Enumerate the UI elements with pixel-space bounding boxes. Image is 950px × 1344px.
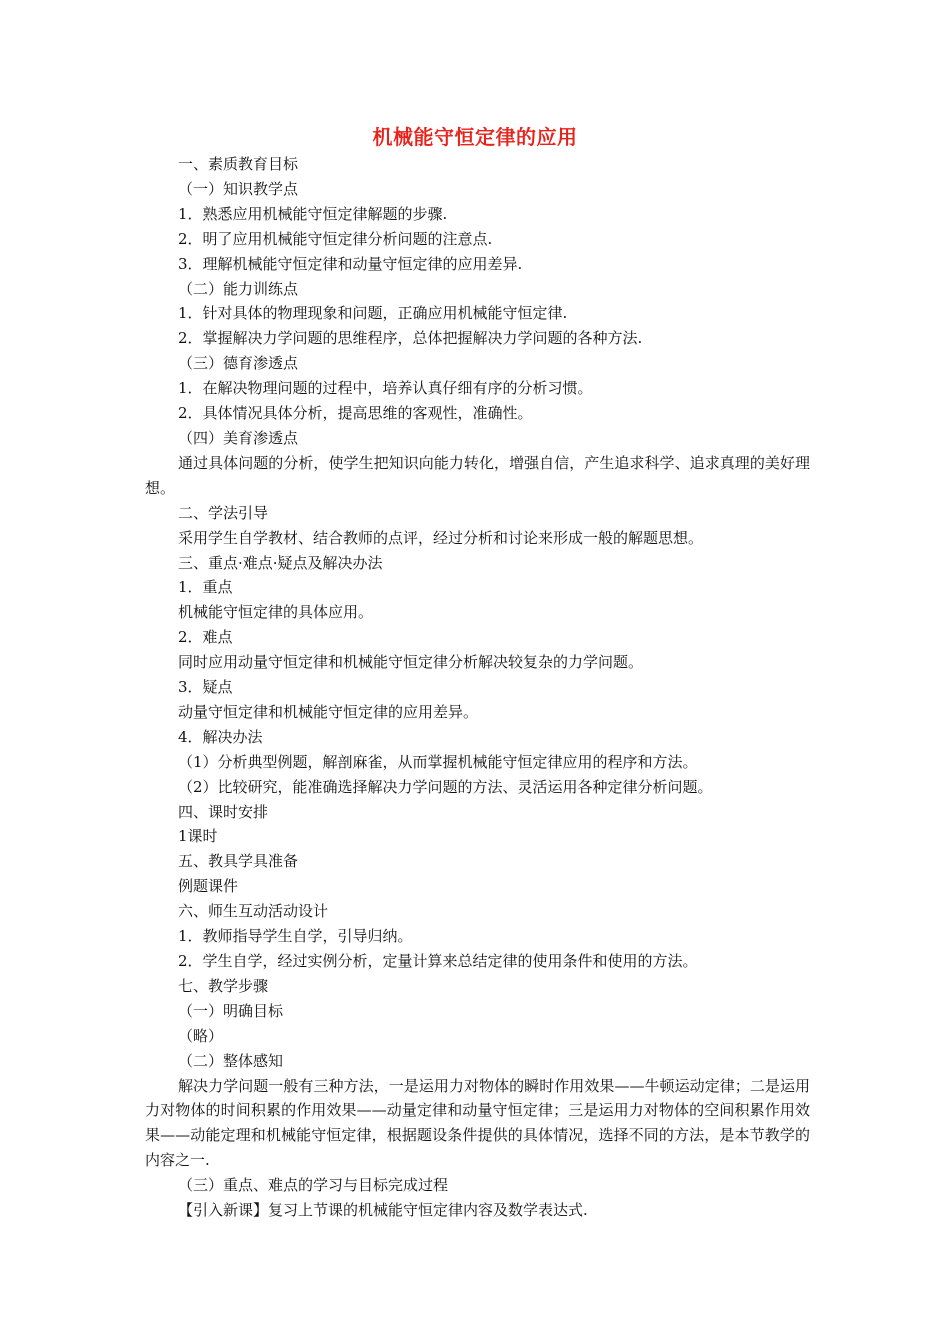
body-line: 二、学法引导 [178,503,269,522]
body-line: （略） [178,1026,224,1045]
body-line: 六、师生互动活动设计 [178,902,329,921]
body-line: 同时应用动量守恒定律和机械能守恒定律分析解决较复杂的力学问题。 [178,653,644,672]
body-line: 2．难点 [178,628,233,647]
body-paragraph: 解决力学问题一般有三种方法，一是运用力对物体的瞬时作用效果——牛顿运动定律；二是运用力对物体的时间积累的作用效果——动量定律和动量守恒定律；三是运用力对物体的空间积累作用效果——动能定理和机械能守恒定律，根据题设条件提供的具体情况，选择不同的方法，是本节教学的内容之一. [145,1076,810,1170]
body-line: 1．教师指导学生自学，引导归纳。 [178,927,413,946]
body-line: 1．重点 [178,578,233,597]
body-line: （一）明确目标 [178,1001,284,1020]
body-line: 机械能守恒定律的具体应用。 [178,603,374,622]
body-line: 四、课时安排 [178,802,269,821]
document-body [145,152,810,1223]
body-line: （1）分析典型例题，解剖麻雀，从而掌握机械能守恒定律应用的程序和方法。 [178,752,698,771]
body-line: 2．掌握解决力学问题的思维程序，总体把握解决力学问题的各种方法. [178,329,643,348]
body-paragraph: 通过具体问题的分析，使学生把知识向能力转化，增强自信，产生追求科学、追求真理的美好理想。 [145,453,810,497]
body-line: 3．理解机械能守恒定律和动量守恒定律的应用差异. [178,254,523,273]
body-line: 4．解决办法 [178,727,263,746]
body-line: 例题课件 [178,877,239,896]
body-line: 一、素质教育目标 [178,155,299,173]
body-line: （四）美育渗透点 [178,428,299,447]
body-line: 【引入新课】复习上节课的机械能守恒定律内容及数学表达式. [178,1201,588,1220]
body-line: 1．熟悉应用机械能守恒定律解题的步骤. [178,204,448,223]
document-title: 机械能守恒定律的应用 [372,125,578,149]
body-line: 五、教具学具准备 [178,852,299,871]
body-line: （2）比较研究，能准确选择解决力学问题的方法、灵活运用各种定律分析问题。 [178,777,713,796]
body-line: （二）整体感知 [178,1051,284,1070]
body-line: 2．学生自学，经过实例分析，定量计算来总结定律的使用条件和使用的方法。 [178,952,698,970]
body-line: （三）德育渗透点 [178,354,299,373]
body-line: 1课时 [178,827,218,846]
body-line: 七、教学步骤 [178,976,269,995]
body-line: 1．针对具体的物理现象和问题，正确应用机械能守恒定律. [178,304,568,323]
body-line: 采用学生自学教材、结合教师的点评，经过分析和讨论来形成一般的解题思想。 [178,528,704,547]
body-line: （三）重点、难点的学习与目标完成过程 [178,1176,449,1195]
body-line: （一）知识教学点 [178,179,299,198]
body-line: （二）能力训练点 [178,279,299,298]
body-line: 2．明了应用机械能守恒定律分析问题的注意点. [178,229,493,248]
body-line: 2．具体情况具体分析，提高思维的客观性，准确性。 [178,404,533,423]
body-line: 三、重点·难点·疑点及解决办法 [178,553,383,572]
body-line: 3．疑点 [178,678,233,697]
body-line: 动量守恒定律和机械能守恒定律的应用差异。 [178,702,479,721]
body-line: 1．在解决物理问题的过程中，培养认真仔细有序的分析习惯。 [178,379,593,398]
